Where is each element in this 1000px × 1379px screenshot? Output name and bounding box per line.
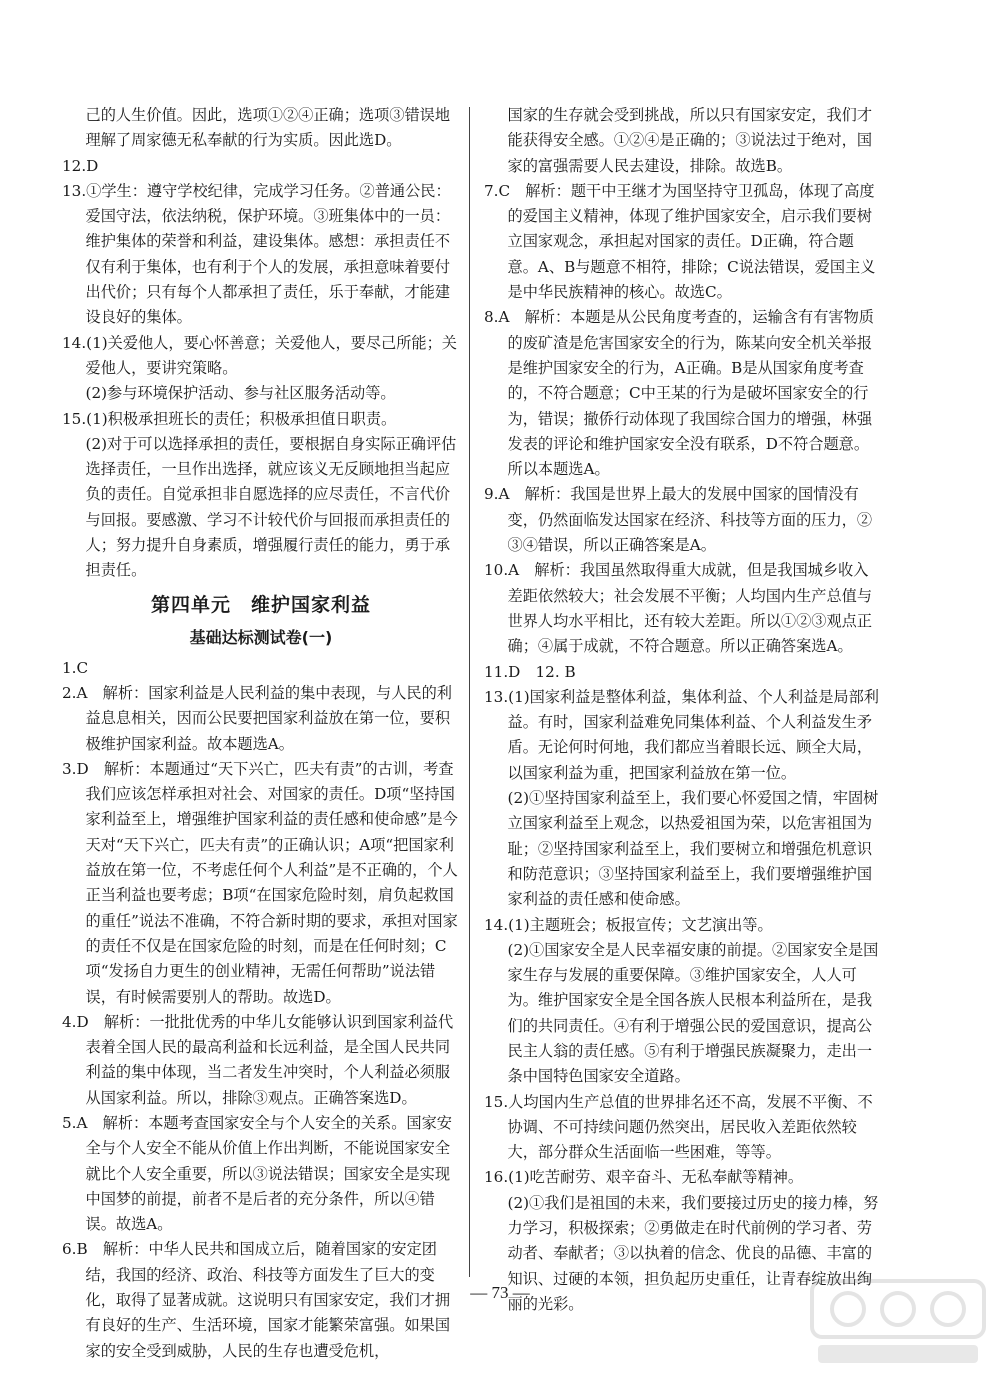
answer-item xyxy=(484,179,882,305)
answer-item xyxy=(484,938,882,1090)
answer-text: (2)对于可以选择承担的责任，要根据自身实际正确评估选择责任，一旦作出选择，就应该义无反顾地担当起应负的责任。自觉承担非自愿选择的应尽责任，不言代价与回报。要感激、学习不计较代价与回报而承担责任的人；努力提升自身素质，增强履行责任的能力，勇于承担责任。 xyxy=(85,434,457,580)
left-answer-list xyxy=(62,154,460,584)
answer-item xyxy=(484,1090,882,1166)
answer-number: 11. xyxy=(484,662,509,681)
answer-number: 14. xyxy=(62,333,87,352)
answer-text: (2)①我们是祖国的未来，我们要接过历史的接力棒，努力学习，积极探索；②勇做走在时代前例的学习者、劳动者、奉献者；③以执着的信念、优良的品德、丰富的知识、过硬的本领，担负起历史重任，让青春绽放出绚丽的光彩。 xyxy=(507,1193,879,1313)
answer-number: 10. xyxy=(484,561,509,580)
answer-number: 6. xyxy=(62,1240,77,1259)
answer-text: D 解析：本题通过“天下兴亡，匹夫有责”的古训，考查我们应该怎样承担对社会、对国家的责任。D项“坚持国家利益至上，增强维护国家利益的责任感和使命感”是今天对“天下兴亡，匹夫有责”的正确认识；A项“把国家利益放在第一位，不考虑任何个人利益”是不正确的，个人正当利益也要考虑；B项“在国家危险时刻，肩负起救国的重任”说法不准确，不符合新时期的要求，承担对国家的责任不仅是在国家危险的时刻，而是在任何时刻；C项“发扬自力更生的创业精神，无需任何帮助”说法错误，有时候需要别人的帮助。故选D。 xyxy=(76,759,458,1006)
answer-number: 7. xyxy=(484,181,499,200)
answer-number: 12. xyxy=(62,156,87,175)
answer-text: (1)关爱他人，要心怀善意；关爱他人，要尽己所能；关爱他人，要讲究策略。 xyxy=(85,333,457,377)
answer-text: A 解析：我国虽然取得重大成就，但是我国城乡收入差距依然较大；社会发展不平衡；人均国内生产总值与世界人均水平相比，还有较大差距。所以①②③观点正确；④属于成就，不符合题意。所以正确答案选A。 xyxy=(507,561,873,656)
answer-number: 4. xyxy=(62,1012,77,1031)
answer-text: C xyxy=(76,658,89,677)
unit-title: 第四单元 维护国家利益 xyxy=(150,593,371,616)
test-title: 基础达标测试卷(一) xyxy=(189,627,333,647)
answer-number: 13. xyxy=(62,181,87,200)
answer-number: 1. xyxy=(62,658,77,677)
answer-number: 13. xyxy=(484,687,509,706)
answer-text: 人均国内生产总值的世界排名还不高，发展不平衡、不协调、不可持续问题仍然突出，居民收入差距依然较大，部分群众生活面临一些困难，等等。 xyxy=(507,1092,873,1162)
answer-item xyxy=(484,685,882,786)
answer-number: 2. xyxy=(62,683,77,702)
answer-text: (1)国家利益是整体利益，集体利益、个人利益是局部利益。有时，国家利益难免同集体利益、个人利益发生矛盾。无论何时何地，我们都应当着眼长远、顾全大局，以国家利益为重，把国家利益放在第一位。 xyxy=(507,687,879,782)
answer-item xyxy=(62,331,460,382)
answer-item xyxy=(62,656,460,681)
answer-number: 16. xyxy=(484,1168,509,1187)
right-top-text: 国家的生存就会受到挑战，所以只有国家安定，我们才能获得安全感。①②④是正确的；③说法过于绝对，国家的富强需要人民去建设，排除。故选B。 xyxy=(507,106,873,175)
answer-item xyxy=(62,154,460,179)
answer-item xyxy=(62,407,460,432)
answer-item xyxy=(484,913,882,938)
answer-text: ①学生：遵守学校纪律，完成学习任务。②普通公民：爱国守法，依法纳税，保护环境。③班集体中的一员：维护集体的荣誉和利益，建设集体。感想：承担责任不仅有利于集体，也有利于个人的发展，承担意味着要付出代价；只有每个人都承担了责任，乐于奉献，才能建设良好的集体。 xyxy=(85,181,451,327)
answer-item xyxy=(484,1165,882,1190)
answer-text: A 解析：国家利益是人民利益的集中表现，与人民的利益息息相关，因而公民要把国家利益放在第一位，要积极维护国家利益。故本题选A。 xyxy=(76,683,452,753)
column-divider xyxy=(469,107,470,1277)
answer-item xyxy=(484,558,882,659)
answer-item xyxy=(62,381,460,406)
answer-text: (2)①坚持国家利益至上，我们要心怀爱国之情，牢固树立国家利益至上观念，以热爱祖国为荣，以危害祖国为耻；②坚持国家利益至上，我们要树立和增强危机意识和防范意识；③坚持国家利益至上，我们要增强维护国家利益的责任感和使命感。 xyxy=(507,789,879,909)
answer-number: 15. xyxy=(484,1092,509,1111)
answer-item xyxy=(62,681,460,757)
answer-item xyxy=(62,179,460,331)
answer-text: (2)参与环境保护活动、参与社区服务活动等。 xyxy=(85,384,396,403)
answer-text: D 12. B xyxy=(508,662,576,681)
answer-text: (1)吃苦耐劳、艰辛奋斗、无私奉献等精神。 xyxy=(508,1168,804,1187)
answer-text: D 解析：一批批优秀的中华儿女能够认识到国家利益代表着全国人民的最高利益和长远利益，是全国人民共同利益的集中体现，当二者发生冲突时，个人利益必须服从国家利益。所以，排除③观点。正确答案选D。 xyxy=(76,1012,454,1107)
answer-text: A 解析：本题是从公民角度考查的，运输含有有害物质的废矿渣是危害国家安全的行为，陈某向安全机关举报是维护国家安全的行为，A正确。B是从国家角度考查的，不符合题意；C中王某的行为是破坏国家安全的行为，错误；撤侨行动体现了我国综合国力的增强，林强发表的评论和维护国家安全没有联系，D不符合题意。所以本题选A。 xyxy=(498,308,874,479)
answer-text: (1)积极承担班长的责任；积极承担值日职责。 xyxy=(86,409,397,428)
answer-item xyxy=(484,786,882,912)
answer-text: A 解析：本题考查国家安全与个人安全的关系。国家安全与个人安全不能从价值上作出判断，不能说国家安全就比个人安全重要，所以③说法错误；国家安全是实现中国梦的前提，前者不是后者的充分条件，所以④错误。故选A。 xyxy=(76,1113,452,1234)
right-answer-list xyxy=(484,179,882,1317)
answer-number: 8. xyxy=(484,308,499,327)
answer-number: 9. xyxy=(484,485,499,504)
answer-item xyxy=(484,305,882,482)
answer-text: (1)主题班会；板报宣传；文艺演出等。 xyxy=(508,915,773,934)
page-number: — 73 — xyxy=(470,1283,530,1302)
answer-number: 5. xyxy=(62,1113,77,1132)
answer-item xyxy=(62,1010,460,1111)
answer-item xyxy=(62,757,460,1010)
answer-item xyxy=(484,482,882,558)
answer-text: D xyxy=(86,156,99,175)
answer-item xyxy=(62,432,460,584)
answer-item xyxy=(484,660,882,685)
answer-text: C 解析：题干中王继才为国坚持守卫孤岛，体现了高度的爱国主义精神，体现了维护国家安全，启示我们要树立国家观念，承担起对国家的责任。D正确，符合题意。A、B与题意不相符，排除；C说法错误，爱国主义是中华民族精神的核心。故选C。 xyxy=(498,181,876,302)
answer-number: 15. xyxy=(62,409,87,428)
left-column xyxy=(62,103,460,1364)
answer-item xyxy=(62,1111,460,1237)
left-answer-list-2 xyxy=(62,656,460,1364)
right-column xyxy=(484,103,882,1317)
answer-number: 3. xyxy=(62,759,77,778)
answer-site-logo-icon xyxy=(808,1275,988,1371)
answer-text: A 解析：我国是世界上最大的发展中国家的国情没有变，仍然面临发达国家在经济、科技等方面的压力，②③④错误，所以正确答案是A。 xyxy=(498,485,873,555)
left-top-text: 己的人生价值。因此，选项①②④正确；选项③错误地理解了周家德无私奉献的行为实质。因此选D。 xyxy=(85,106,451,150)
answer-number: 14. xyxy=(484,915,509,934)
answer-text: B 解析：中华人民共和国成立后，随着国家的安定团结，我国的经济、政治、科技等方面发生了巨大的变化，取得了显著成就。这说明只有国家安定，我们才拥有良好的生产、生活环境，国家才能繁荣富强。如果国家的安全受到威胁，人民的生存也遭受危机， xyxy=(76,1240,451,1360)
answer-text: (2)①国家安全是人民幸福安康的前提。②国家安全是国家生存与发展的重要保障。③维护国家安全，人人可为。维护国家安全是全国各族人民根本利益所在，是我们的共同责任。④有利于增强公民的爱国意识，提高公民主人翁的责任感。⑤有利于增强民族凝聚力，走出一条中国特色国家安全道路。 xyxy=(507,940,879,1086)
